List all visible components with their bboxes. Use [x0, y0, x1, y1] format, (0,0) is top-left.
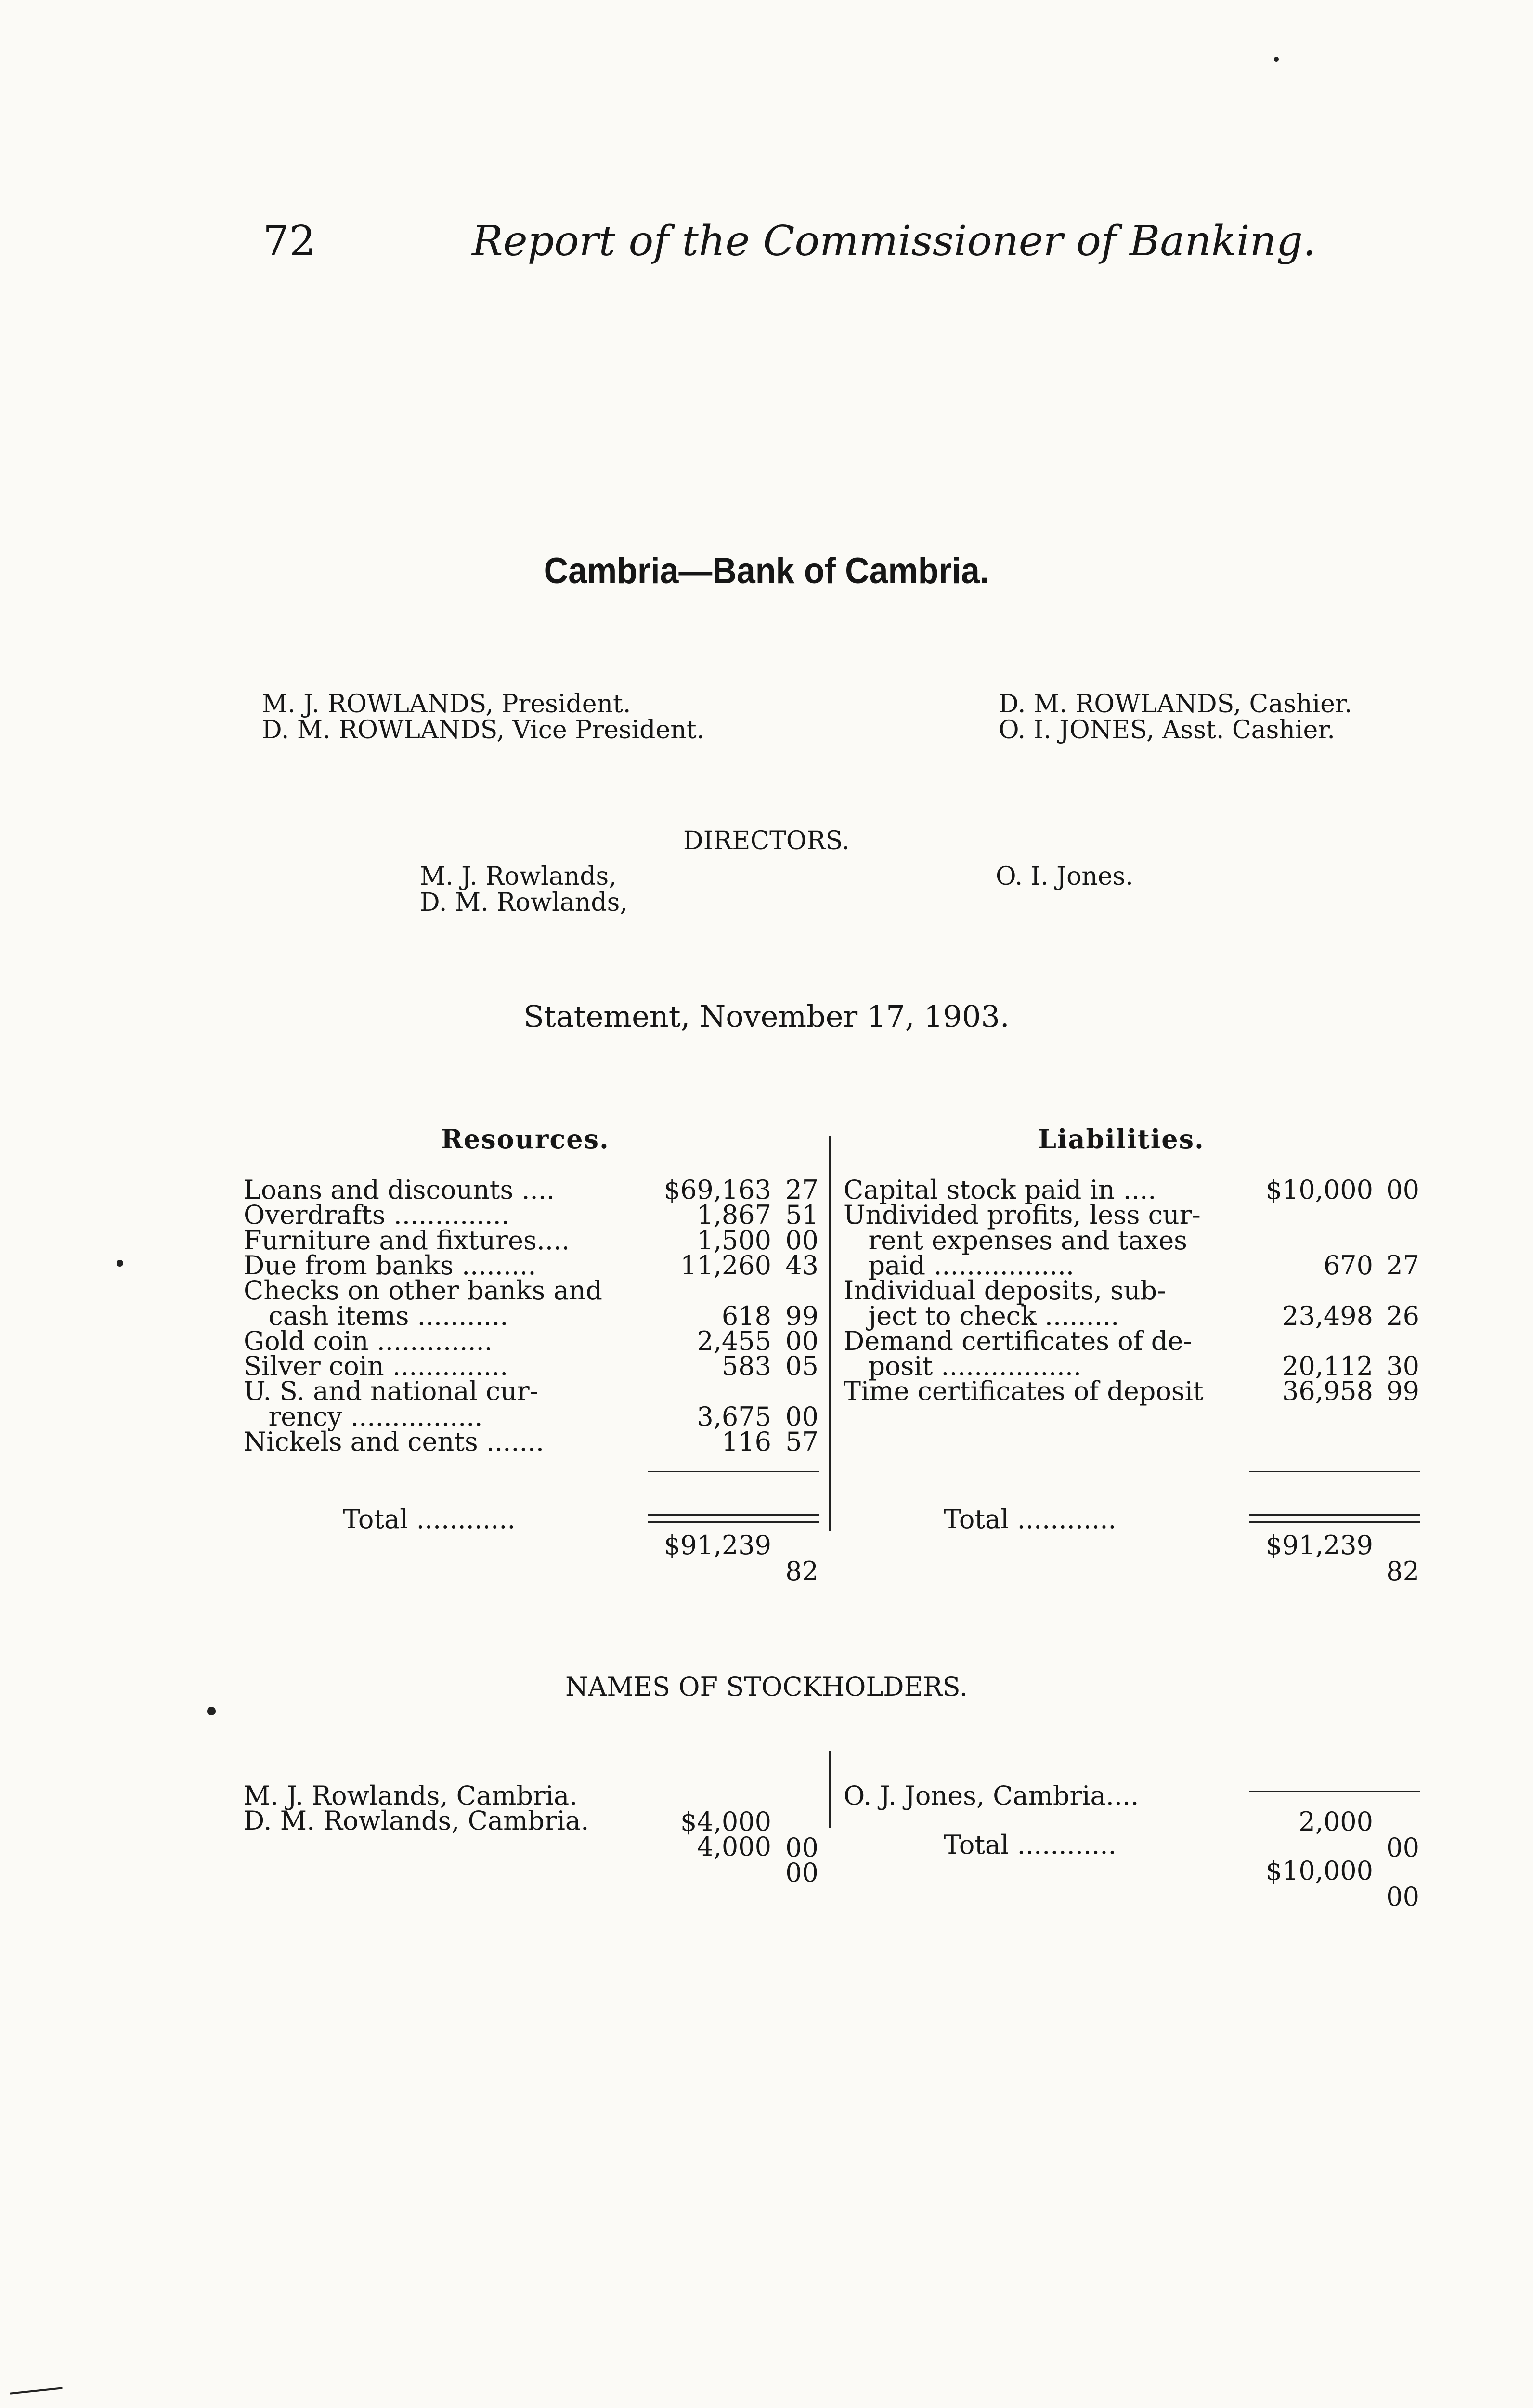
stockholder-dollars: $4,000 [680, 1806, 771, 1837]
row-dollars: 583 [721, 1351, 771, 1382]
row-cents: 00 [1386, 1175, 1419, 1205]
officer-president: M. J. ROWLANDS, President. [262, 690, 631, 719]
total-label: Total ............ [944, 1504, 1117, 1534]
stockholder-name: D. M. Rowlands, Cambria. [244, 1806, 589, 1836]
row-label: Time certificates of deposit [844, 1376, 1204, 1407]
row-label: Checks on other banks and [244, 1275, 602, 1306]
row-dollars: 618 [721, 1300, 771, 1331]
row-dollars: $69,163 [663, 1175, 771, 1205]
total-dollars: $91,239 [1265, 1530, 1373, 1560]
row-cents: 00 [785, 1325, 818, 1356]
stockholder-cents: 00 [1386, 1832, 1419, 1863]
row-label: Undivided profits, less cur- [844, 1200, 1201, 1230]
total-label: Total ............ [944, 1830, 1117, 1860]
stockholders-title: NAMES OF STOCKHOLDERS. [565, 1672, 968, 1702]
column-divider [829, 1136, 831, 1531]
resources-total-double-rule [648, 1514, 819, 1523]
officer-cashier: D. M. ROWLANDS, Cashier. [999, 690, 1352, 719]
row-dollars: 3,675 [697, 1401, 771, 1432]
row-cents: 05 [785, 1351, 818, 1382]
row-dollars: 670 [1323, 1250, 1373, 1281]
stockholder-cents: 00 [785, 1832, 818, 1863]
row-cents: 30 [1386, 1351, 1419, 1382]
row-label: U. S. and national cur- [244, 1376, 538, 1407]
scan-mark [10, 2387, 63, 2394]
row-label: rency ................ [244, 1401, 483, 1432]
row-dollars: 20,112 [1282, 1351, 1373, 1382]
bank-title: Cambria—Bank of Cambria. [544, 550, 989, 591]
row-cents: 99 [1386, 1376, 1419, 1407]
total-cents: 82 [1386, 1556, 1419, 1586]
row-cents: 43 [785, 1250, 818, 1281]
director-name: M. J. Rowlands, [420, 862, 617, 891]
director-name: O. I. Jones. [996, 862, 1133, 891]
row-label: Demand certificates of de- [844, 1325, 1192, 1356]
row-label: Loans and discounts .... [244, 1175, 555, 1205]
liabilities-total-double-rule [1249, 1514, 1420, 1523]
row-cents: 51 [785, 1200, 818, 1230]
stockholder-dollars: 4,000 [697, 1832, 771, 1862]
row-label: Gold coin .............. [244, 1325, 493, 1356]
statement-date: Statement, November 17, 1903. [523, 999, 1010, 1034]
running-title: Report of the Commissioner of Banking. [472, 217, 1316, 265]
row-label: Capital stock paid in .... [844, 1175, 1156, 1205]
scan-speck [207, 1707, 216, 1715]
resources-subtotal-rule [648, 1471, 819, 1472]
row-cents: 99 [785, 1300, 818, 1331]
director-name: D. M. Rowlands, [420, 888, 628, 917]
row-label: Furniture and fixtures.... [244, 1225, 570, 1256]
scan-speck [117, 1260, 123, 1267]
stockholder-name: O. J. Jones, Cambria.... [844, 1780, 1139, 1811]
stockholder-dollars: 2,000 [1299, 1806, 1373, 1837]
row-cents: 26 [1386, 1300, 1419, 1331]
stockholders-divider [829, 1751, 831, 1828]
row-dollars: 1,500 [697, 1225, 771, 1256]
officer-vice-president: D. M. ROWLANDS, Vice President. [262, 716, 705, 745]
row-cents: 27 [1386, 1250, 1419, 1281]
liabilities-heading: Liabilities. [1038, 1124, 1205, 1154]
row-cents: 27 [785, 1175, 818, 1205]
row-dollars: 116 [721, 1426, 771, 1457]
total-label: Total ............ [343, 1504, 516, 1534]
row-cents: 57 [785, 1426, 818, 1457]
total-cents: 00 [1386, 1882, 1419, 1912]
liabilities-total-row [0, 1480, 1419, 1586]
row-dollars: 23,498 [1282, 1300, 1373, 1331]
row-dollars: 11,260 [680, 1250, 771, 1281]
row-dollars: 36,958 [1282, 1376, 1373, 1407]
row-cents: 00 [785, 1225, 818, 1256]
officer-asst-cashier: O. I. JONES, Asst. Cashier. [999, 716, 1335, 745]
stockholder-name: M. J. Rowlands, Cambria. [244, 1780, 578, 1811]
resources-heading: Resources. [441, 1124, 610, 1154]
row-dollars: 1,867 [697, 1200, 771, 1230]
row-label: posit ................. [844, 1351, 1082, 1382]
row-label: ject to check ......... [844, 1300, 1119, 1331]
stockholder-cents: 00 [785, 1858, 818, 1888]
row-label: rent expenses and taxes [844, 1225, 1187, 1256]
row-label: Due from banks ......... [244, 1250, 536, 1281]
row-label: Nickels and cents ....... [244, 1426, 545, 1457]
total-dollars: $10,000 [1265, 1856, 1373, 1886]
row-dollars: $10,000 [1265, 1175, 1373, 1205]
row-label: cash items ........... [244, 1300, 508, 1331]
total-cents: 82 [785, 1556, 818, 1586]
liabilities-subtotal-rule [1249, 1471, 1420, 1472]
row-dollars: 2,455 [697, 1325, 771, 1356]
row-label: paid ................. [844, 1250, 1075, 1281]
row-label: Individual deposits, sub- [844, 1275, 1166, 1306]
row-label: Silver coin .............. [244, 1351, 508, 1382]
row-label: Overdrafts .............. [244, 1200, 509, 1230]
scan-speck [1274, 57, 1279, 62]
row-cents: 00 [785, 1401, 818, 1432]
directors-title: DIRECTORS. [683, 826, 850, 855]
stockholders-total-rule [1249, 1791, 1420, 1792]
page-number: 72 [263, 217, 316, 265]
total-dollars: $91,239 [663, 1530, 771, 1560]
